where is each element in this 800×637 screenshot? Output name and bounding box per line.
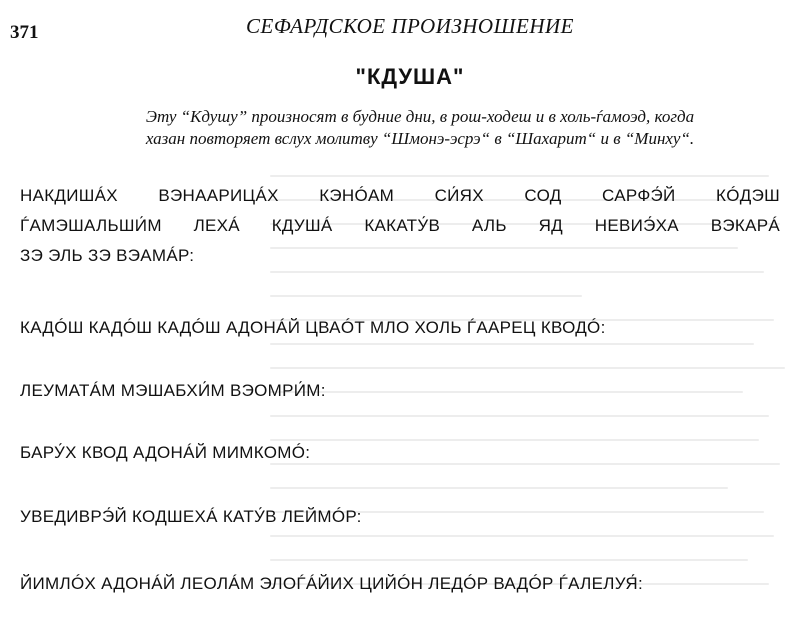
verse-6-line-1: ЙИМЛÓХ АДОНÁЙ ЛЕОЛÁМ ЭЛОЃÁЙИХ ЦИЙÓН ЛЕДÓР ВАДÓР ЃАЛЕЛУЯ́: [20,574,644,593]
verse-4-line-1: БАРУ́Х КВОД АДОНÁЙ МИМКОМÓ: [20,443,311,462]
verse-5 [20,502,780,532]
page-number: 371 [10,22,39,43]
verse-4 [20,438,780,468]
intro-line-1: Эту “Кдушу” произносят в будние дни, в рош-ходеш и в холь-ѓамоэд, когда [145,107,695,126]
section-title: "КДУША" [355,64,465,89]
verse-1-line-3: ЗЭ ЭЛЬ ЗЭ ВЭАМÁР: [20,246,195,265]
verse-1 [20,181,780,271]
verse-6 [20,569,780,599]
running-head: СЕФАРДСКОЕ ПРОИЗНОШЕНИЕ [246,14,574,38]
verse-2-line-1: КАДÓШ КАДÓШ КАДÓШ АДОНÁЙ ЦВАÓТ МЛО ХОЛЬ ЃААРЕЦ КВОДÓ: [20,318,606,337]
verse-5-line-1: УВЕДИВРЭ́Й КОДШЕХÁ КАТУ́В ЛЕЙМÓР: [20,507,362,526]
verse-3 [20,376,780,406]
verse-1-line-2: ЃАМЭШАЛЬШИ́М ЛЕХÁ КДУШÁ КАКАТУ́В АЛЬ ЯД НЕВИЭ́ХА ВЭКАРÁ [20,216,780,235]
verse-3-line-1: ЛЕУМАТÁМ МЭШАБХИ́М ВЭОМРИ́М: [20,381,326,400]
intro-line-2: хазан повторяет вслух молитву “Шмонэ-эсрэ“ в “Шахарит“ и в “Минху“. [145,129,695,148]
verse-2 [20,313,780,343]
intro-paragraph [60,106,780,150]
verse-1-line-1: НАКДИШÁХ ВЭНААРИЦÁХ КЭНÓАМ СИ́ЯХ СОД САРФЭ́Й КÓДЭШ [20,186,780,205]
